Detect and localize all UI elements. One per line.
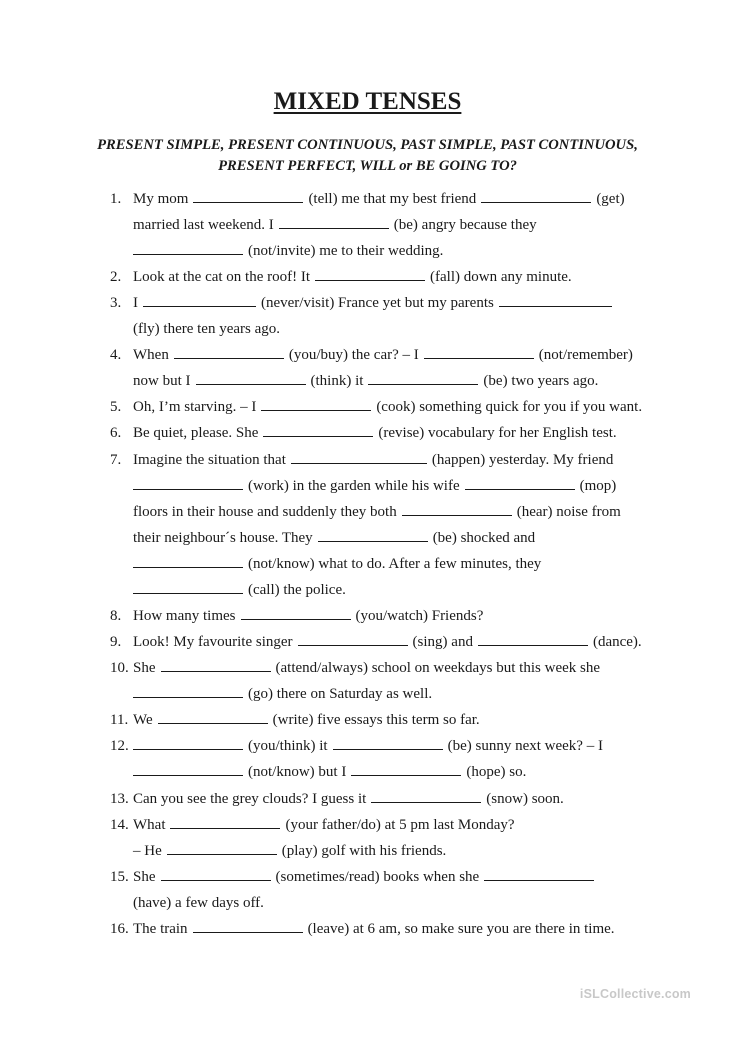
question-text: (never/visit) France yet but my parents xyxy=(261,295,494,311)
question-text: (write) five essays this term so far. xyxy=(272,712,480,728)
answer-blank[interactable] xyxy=(158,710,268,724)
question-number: 11. xyxy=(110,712,129,728)
answer-blank[interactable] xyxy=(465,476,575,490)
answer-blank[interactable] xyxy=(402,502,512,516)
question-text: (be) two years ago. xyxy=(483,373,599,389)
question-text: (dance). xyxy=(592,634,642,650)
question-text: Be quiet, please. She xyxy=(133,425,259,441)
question-text: (cook) something quick for you if you want. xyxy=(376,399,643,415)
answer-blank[interactable] xyxy=(161,867,271,881)
question-number: 9. xyxy=(110,634,122,650)
question-text: (hope) so. xyxy=(466,764,527,780)
question-text: (not/know) but I xyxy=(248,764,347,780)
question-number: 13. xyxy=(110,791,129,807)
question-text: (hear) noise from xyxy=(516,504,621,520)
question-text: Look! My favourite singer xyxy=(133,634,293,650)
question-text: Look at the cat on the roof! It xyxy=(133,269,311,285)
question-number: 16. xyxy=(110,921,129,937)
question-text: (tell) me that my best friend xyxy=(308,191,477,207)
question-number: 10. xyxy=(110,660,129,676)
question-line xyxy=(133,841,446,861)
question-text: (think) it xyxy=(310,373,364,389)
question-text: The train xyxy=(133,921,188,937)
question-text: (fly) there ten years ago. xyxy=(133,321,281,337)
answer-blank[interactable] xyxy=(351,762,461,776)
question-number: 2. xyxy=(110,269,122,285)
question-number: 8. xyxy=(110,608,122,624)
question-line xyxy=(133,345,633,365)
question-text: She xyxy=(133,660,156,676)
answer-blank[interactable] xyxy=(193,919,303,933)
question-text: floors in their house and suddenly they both xyxy=(133,504,397,520)
question-line xyxy=(133,684,432,704)
question-text: (you/watch) Friends? xyxy=(355,608,484,624)
answer-blank[interactable] xyxy=(371,789,481,803)
question-line xyxy=(133,319,280,339)
question-text: (not/remember) xyxy=(538,347,633,363)
question-number: 5. xyxy=(110,399,122,415)
question-line xyxy=(133,371,598,391)
answer-blank[interactable] xyxy=(315,267,425,281)
question-line xyxy=(133,736,603,756)
question-line xyxy=(133,815,515,835)
answer-blank[interactable] xyxy=(261,397,371,411)
worksheet-title: MIXED TENSES xyxy=(273,88,462,115)
question-line xyxy=(133,606,483,626)
question-line xyxy=(133,423,617,443)
answer-blank[interactable] xyxy=(241,606,351,620)
question-text: How many times xyxy=(133,608,236,624)
question-number: 15. xyxy=(110,869,129,885)
question-text: (have) a few days off. xyxy=(133,895,264,911)
answer-blank[interactable] xyxy=(170,815,280,829)
answer-blank[interactable] xyxy=(193,189,303,203)
answer-blank[interactable] xyxy=(133,580,243,594)
question-text: (get) xyxy=(596,191,625,207)
answer-blank[interactable] xyxy=(143,293,256,307)
question-text: We xyxy=(133,712,153,728)
question-text: What xyxy=(133,817,166,833)
question-text: Imagine the situation that xyxy=(133,452,286,468)
question-line xyxy=(133,241,443,261)
question-number: 3. xyxy=(110,295,122,311)
subtitle-line-1: PRESENT SIMPLE, PRESENT CONTINUOUS, PAST SIMPLE, PAST CONTINUOUS, xyxy=(97,137,638,153)
question-number: 14. xyxy=(110,817,129,833)
question-line xyxy=(133,658,600,678)
question-text: (be) angry because they xyxy=(393,217,537,233)
question-number: 1. xyxy=(110,191,122,207)
answer-blank[interactable] xyxy=(196,371,306,385)
question-line xyxy=(133,554,541,574)
answer-blank[interactable] xyxy=(167,841,277,855)
subtitle-line-2: PRESENT PERFECT, WILL or BE GOING TO? xyxy=(218,158,517,174)
question-line xyxy=(133,450,613,470)
watermark: iSLCollective.com xyxy=(579,987,691,1001)
question-text: (revise) vocabulary for her English test. xyxy=(378,425,617,441)
answer-blank[interactable] xyxy=(133,554,243,568)
question-text: (you/think) it xyxy=(248,738,328,754)
question-line xyxy=(133,267,572,287)
answer-blank[interactable] xyxy=(291,450,427,464)
question-text: (sometimes/read) books when she xyxy=(275,869,480,885)
question-line xyxy=(133,476,616,496)
question-line xyxy=(133,710,480,730)
answer-blank[interactable] xyxy=(318,528,428,542)
question-text: When xyxy=(133,347,169,363)
answer-blank[interactable] xyxy=(478,632,588,646)
question-text: (fall) down any minute. xyxy=(430,269,572,285)
question-text: (play) golf with his friends. xyxy=(281,843,447,859)
question-number: 4. xyxy=(110,347,122,363)
question-text: Can you see the grey clouds? I guess it xyxy=(133,791,367,807)
answer-blank[interactable] xyxy=(161,658,271,672)
question-line xyxy=(133,919,615,939)
question-line xyxy=(133,580,346,600)
question-line xyxy=(133,215,537,235)
answer-blank[interactable] xyxy=(133,241,243,255)
question-text: (not/invite) me to their wedding. xyxy=(248,243,444,259)
question-line xyxy=(133,632,642,652)
question-number: 6. xyxy=(110,425,122,441)
answer-blank[interactable] xyxy=(424,345,534,359)
question-line xyxy=(133,528,535,548)
question-text: I xyxy=(133,295,138,311)
answer-blank[interactable] xyxy=(263,423,373,437)
question-text: (attend/always) school on weekdays but this week she xyxy=(275,660,600,676)
question-text: now but I xyxy=(133,373,191,389)
question-text: (call) the police. xyxy=(248,582,346,598)
answer-blank[interactable] xyxy=(333,736,443,750)
question-line xyxy=(133,893,264,913)
question-text: – He xyxy=(133,843,162,859)
question-number: 7. xyxy=(110,452,122,468)
answer-blank[interactable] xyxy=(133,684,243,698)
answer-blank[interactable] xyxy=(481,189,591,203)
question-text: (leave) at 6 am, so make sure you are there in time. xyxy=(307,921,615,937)
question-text: Oh, I’m starving. – I xyxy=(133,399,257,415)
question-text: (your father/do) at 5 pm last Monday? xyxy=(285,817,515,833)
question-line xyxy=(133,789,564,809)
answer-blank[interactable] xyxy=(484,867,594,881)
question-text: (not/know) what to do. After a few minutes, they xyxy=(248,556,542,572)
question-text: (happen) yesterday. My friend xyxy=(431,452,614,468)
answer-blank[interactable] xyxy=(368,371,478,385)
answer-blank[interactable] xyxy=(499,293,612,307)
question-line xyxy=(133,867,599,887)
answer-blank[interactable] xyxy=(133,762,243,776)
question-text: (you/buy) the car? – I xyxy=(288,347,419,363)
answer-blank[interactable] xyxy=(133,476,243,490)
question-line xyxy=(133,762,526,782)
question-text: (snow) soon. xyxy=(486,791,564,807)
question-text: (be) sunny next week? – I xyxy=(447,738,603,754)
question-text: She xyxy=(133,869,156,885)
question-text: (be) shocked and xyxy=(432,530,536,546)
question-line xyxy=(133,502,621,522)
question-text: My mom xyxy=(133,191,189,207)
question-text: (work) in the garden while his wife xyxy=(248,478,460,494)
answer-blank[interactable] xyxy=(279,215,389,229)
question-text: their neighbour´s house. They xyxy=(133,530,313,546)
answer-blank[interactable] xyxy=(298,632,408,646)
answer-blank[interactable] xyxy=(174,345,284,359)
question-line xyxy=(133,293,617,313)
question-text: (mop) xyxy=(579,478,617,494)
question-number: 12. xyxy=(110,738,129,754)
question-line xyxy=(133,397,642,417)
question-text: (sing) and xyxy=(412,634,473,650)
question-text: married last weekend. I xyxy=(133,217,274,233)
question-text: (go) there on Saturday as well. xyxy=(248,686,433,702)
answer-blank[interactable] xyxy=(133,736,243,750)
question-line xyxy=(133,189,625,209)
